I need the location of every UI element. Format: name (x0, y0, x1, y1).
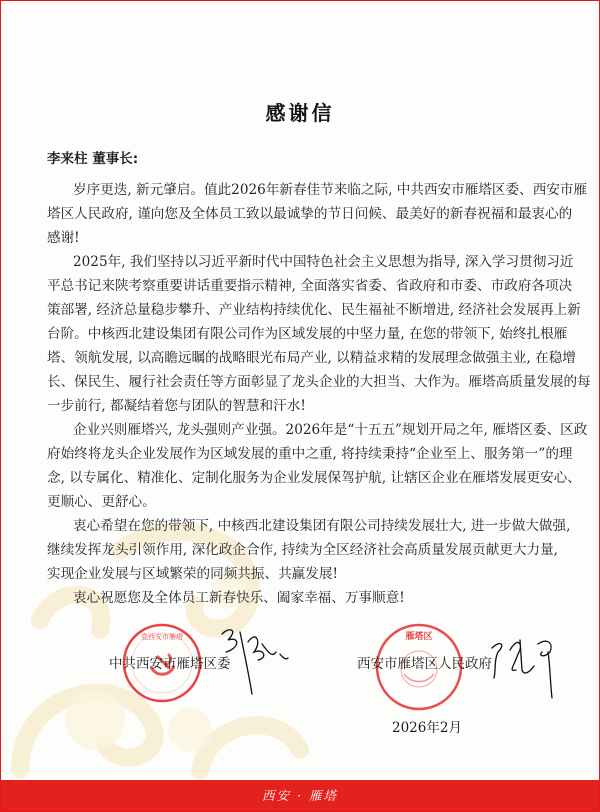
body-line: 企业兴则雁塔兴, 龙头强则产业强。2026年是“十五五”规划开局之年, 雁塔区委、区政 (73, 422, 588, 438)
body-line: 2025年, 我们坚持以习近平新时代中国特色社会主义思想为指导, 深入学习贯彻习近 (73, 254, 574, 270)
letter-date: 2026年2月 (392, 720, 462, 736)
body-line: 长、保民生、履行社会责任等方面彰显了龙头企业的大担当、大作为。雁塔高质量发展的每 (47, 374, 591, 390)
body-line: 塔、领航发展, 以高瞻远瞩的战略眼光布局产业, 以精益求精的发展理念做强主业, 在稳增 (47, 350, 576, 366)
body-line: 府始终将龙头企业发展作为区域发展的重中之重, 将持续秉持“企业至上、服务第一”的理 (47, 446, 573, 462)
body-line: 衷心希望在您的带领下, 中核西北建设集团有限公司持续发展壮大, 进一步做大做强, (73, 518, 571, 534)
body-line: 平总书记来陕考察重要讲话重要指示精神, 全面落实省委、省政府和市委、市政府各项决 (47, 278, 573, 294)
body-line: 念, 以专属化、精准化、定制化服务为企业发展保驾护航, 让辖区企业在雁塔发展更安心、 (47, 470, 581, 486)
body-line: 更顺心、更舒心。 (47, 494, 156, 510)
body-line: 一步前行, 都凝结着您与团队的智慧和汗水! (47, 398, 306, 414)
salutation: 李来柱 董事长: (47, 151, 139, 167)
body-line: 感谢! (47, 230, 80, 246)
footer-banner (0, 780, 600, 812)
body-line: 岁序更迭, 新元肇启。值此2026年新春佳节来临之际, 中共西安市雁塔区委、西安市雁 (73, 182, 588, 198)
right-org-name: 西安市雁塔区人民政府 (357, 656, 492, 672)
letter-title: 感谢信 (265, 101, 335, 125)
right-signature (488, 630, 568, 702)
body-line: 策部署, 经济总量稳步攀升、产业结构持续优化、民生福祉不断增进, 经济社会发展再上新 (47, 302, 581, 318)
body-line: 实现企业发展与区域繁荣的同频共振、共赢发展! (47, 566, 338, 582)
svg-text:雁塔区: 雁塔区 (405, 632, 433, 642)
body-line: 塔区人民政府, 谨向您及全体员工致以最诚挚的节日问候、最美好的新春祝福和最衷心的 (47, 206, 573, 222)
body-line: 衷心祝愿您及全体员工新春快乐、阖家幸福、万事顺意! (73, 590, 405, 606)
body-line: 继续发挥龙头引领作用, 深化政企合作, 持续为全区经济社会高质量发展贡献更大力量, (47, 542, 558, 558)
svg-text:党西安市雁塔: 党西安市雁塔 (141, 633, 183, 641)
left-org-name: 中共西安市雁塔区委 (109, 656, 231, 672)
footer-text: 西安 · 雁塔 (262, 788, 338, 803)
body-line: 台阶。中核西北建设集团有限公司作为区域发展的中坚力量, 在您的带领下, 始终扎根雁 (47, 326, 568, 342)
